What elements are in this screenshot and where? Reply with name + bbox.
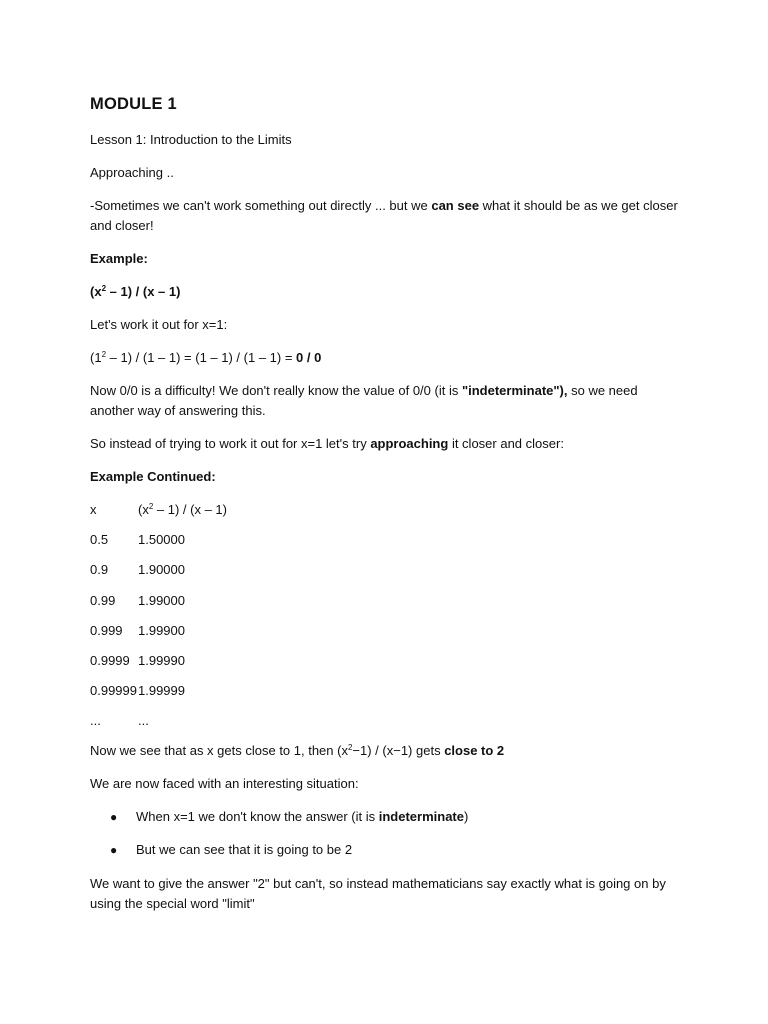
bullet-item	[136, 807, 468, 827]
table-cell-y: 1.50000	[138, 532, 185, 547]
approaching-text: Approaching ..	[90, 165, 174, 180]
computation-b: – 1) / (1 – 1) = (1 – 1) / (1 – 1) =	[106, 350, 297, 365]
bullet-dot: ●	[110, 810, 118, 824]
table-cell-x: 0.9	[90, 562, 109, 577]
table-cell-x: 0.5	[90, 532, 109, 547]
difficulty-text-1: Now 0/0 is a difficulty! We don't really know the value of 0/0 (it is	[90, 383, 462, 398]
now-see-text-2: −1) / (x−1) gets	[352, 743, 445, 758]
page-title: MODULE 1	[90, 95, 177, 113]
bullet-bold: indeterminate	[378, 809, 464, 824]
table-header-y	[138, 500, 227, 520]
table-cell-x: 0.999	[90, 623, 123, 638]
table-cell-y: 1.99000	[138, 593, 185, 608]
difficulty-line1	[90, 381, 638, 401]
table-header-y-exp: 2	[148, 502, 154, 511]
bullet-dot: ●	[110, 843, 118, 857]
difficulty-bold: "indeterminate"),	[461, 383, 568, 398]
computation-exp: 2	[101, 350, 107, 359]
intro-text-1: -Sometimes we can't work something out directly ... but we	[90, 198, 432, 213]
intro-paragraph-line2: and closer!	[90, 218, 154, 233]
table-header-y-b: – 1) / (x – 1)	[153, 502, 227, 517]
formula-exp: 2	[101, 284, 107, 293]
table-cell-x: 0.9999	[90, 653, 130, 668]
table-cell-x: 0.99	[90, 593, 116, 608]
bullet-text-1: When x=1 we don't know the answer (it is	[136, 809, 379, 824]
instead-text-1: So instead of trying to work it out for x=1 let's try	[90, 436, 371, 451]
lesson-heading: Lesson 1: Introduction to the Limits	[90, 132, 292, 147]
intro-text-2: what it should be as we get closer	[479, 198, 678, 213]
now-see-bold: close to 2	[444, 743, 505, 758]
difficulty-line2: another way of answering this.	[90, 403, 266, 418]
instead-text-2: it closer and closer:	[448, 436, 564, 451]
example-continued-label: Example Continued:	[90, 469, 216, 484]
table-cell-y: 1.99990	[138, 653, 185, 668]
formula	[90, 282, 180, 302]
now-see-exp: 2	[347, 743, 353, 752]
work-out-text: Let's work it out for x=1:	[90, 317, 228, 332]
instead-paragraph	[90, 434, 564, 454]
table-cell-x: ...	[90, 713, 101, 728]
table-cell-x: 0.99999	[90, 683, 137, 698]
intro-bold: can see	[431, 198, 480, 213]
table-cell-y: 1.99900	[138, 623, 185, 638]
table-cell-y: ...	[138, 713, 149, 728]
faced-text: We are now faced with an interesting situation:	[90, 776, 359, 791]
computation-a: (1	[90, 350, 102, 365]
intro-paragraph-line1	[90, 196, 678, 216]
formula-b: – 1) / (x – 1)	[106, 284, 181, 299]
conclusion-line1: We want to give the answer "2" but can't, so instead mathematicians say exactly what is going on by	[90, 876, 666, 891]
table-header-x: x	[90, 502, 97, 517]
table-cell-y: 1.99999	[138, 683, 185, 698]
conclusion-line2: using the special word "limit"	[90, 896, 255, 911]
table-header-y-a: (x	[138, 502, 149, 517]
example-label: Example:	[90, 251, 148, 266]
formula-a: (x	[90, 284, 102, 299]
now-see-paragraph	[90, 741, 504, 761]
instead-bold: approaching	[370, 436, 449, 451]
difficulty-text-2: so we need	[567, 383, 638, 398]
bullet-item: But we can see that it is going to be 2	[136, 842, 353, 857]
bullet-text-2: )	[463, 809, 469, 824]
computation	[90, 348, 321, 368]
computation-bold: 0 / 0	[296, 350, 322, 365]
now-see-text-1: Now we see that as x gets close to 1, then (x	[90, 743, 348, 758]
table-cell-y: 1.90000	[138, 562, 185, 577]
